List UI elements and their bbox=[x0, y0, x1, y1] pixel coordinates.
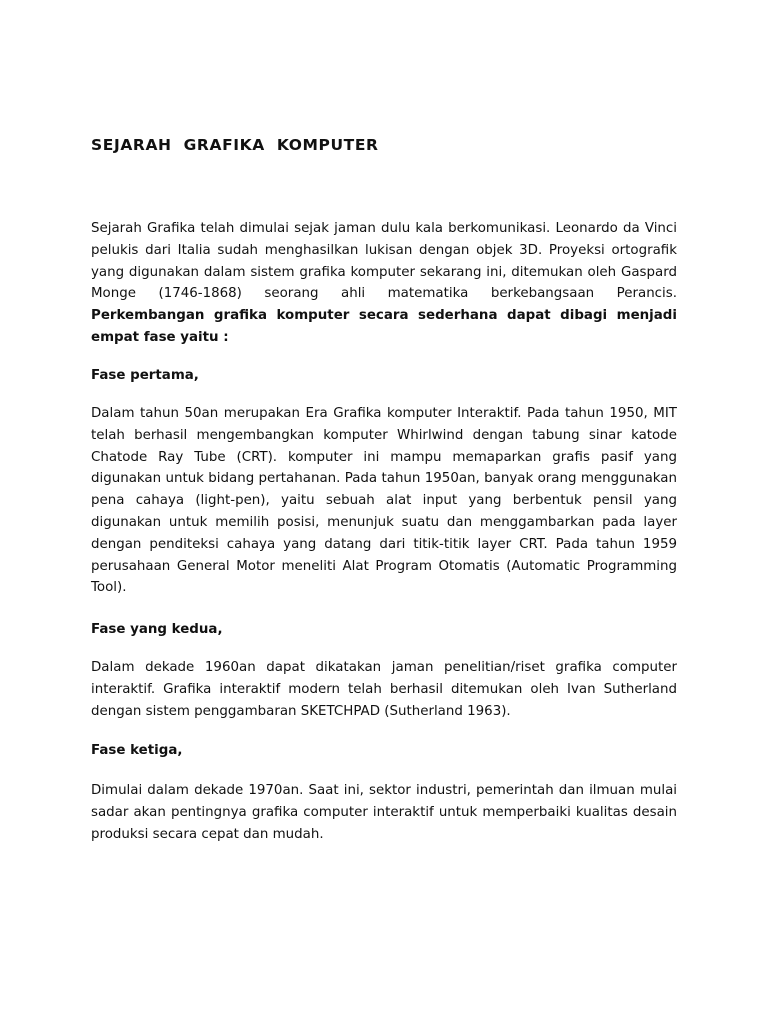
phase-1-heading: Fase pertama, bbox=[91, 368, 199, 383]
phase-2-heading: Fase yang kedua, bbox=[91, 622, 223, 637]
phase-3-heading: Fase ketiga, bbox=[91, 743, 183, 758]
phase-3-paragraph: Dimulai dalam dekade 1970an. Saat ini, sektor industri, pemerintah dan ilmuan mulai sadar akan pentingnya grafika computer interaktif untuk memperbaiki kualitas desain produksi secara cepat dan mudah. bbox=[91, 783, 677, 842]
phase-1-paragraph: Dalam tahun 50an merupakan Era Grafika komputer Interaktif. Pada tahun 1950, MIT telah berhasil mengembangkan komputer Whirlwind dengan tabung sinar katode Chatode Ray Tube (CRT). komputer ini mampu memaparkan grafis pasif yang digunakan untuk bidang pertahanan. Pada tahun 1950an, banyak orang menggunakan pena cahaya (light-pen), yaitu sebuah alat input yang berbentuk pensil yang digunakan untuk memilih posisi, menunjuk suatu dan menggambarkan pada layer dengan penditeksi cahaya yang datang dari titik-titik layer CRT. Pada tahun 1959 perusahaan General Motor meneliti Alat Program Otomatis (Automatic Programming Tool). bbox=[91, 406, 677, 596]
phase-2-paragraph: Dalam dekade 1960an dapat dikatakan jaman penelitian/riset grafika computer interaktif. Grafika interaktif modern telah berhasil ditemukan oleh Ivan Sutherland dengan sistem penggambaran SKETCHPAD (Sutherland 1963). bbox=[91, 660, 677, 719]
intro-bold-text: Perkembangan grafika komputer secara sederhana dapat dibagi menjadi empat fase yaitu : bbox=[91, 308, 677, 345]
intro-text: Sejarah Grafika telah dimulai sejak jaman dulu kala berkomunikasi. Leonardo da Vinci pelukis dari Italia sudah menghasilkan lukisan dengan objek 3D. Proyeksi ortografik yang digunakan dalam sistem grafika komputer sekarang ini, ditemukan oleh Gaspard Monge (1746-1868) seorang ahli matematika berkebangsaan Perancis. bbox=[91, 221, 677, 302]
document-title: SEJARAH GRAFIKA KOMPUTER bbox=[91, 136, 379, 154]
intro-paragraph bbox=[91, 218, 677, 349]
